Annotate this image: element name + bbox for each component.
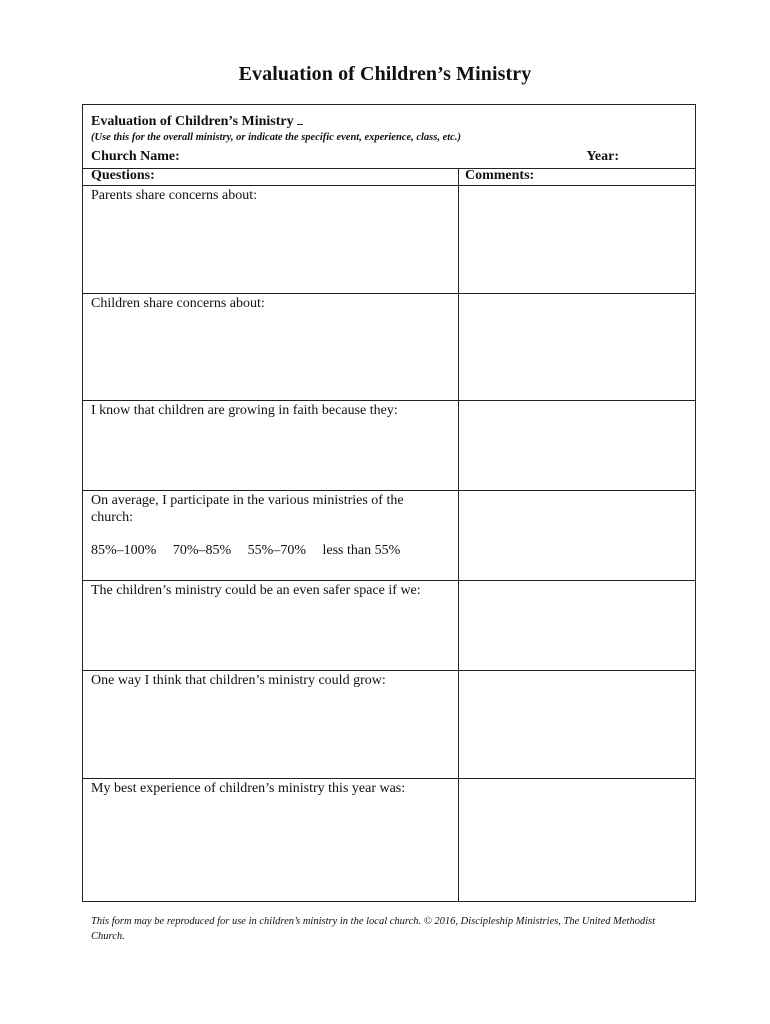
- comments-header: Comments:: [465, 168, 535, 183]
- form-header-note: (Use this for the overall ministry, or indicate the specific event, experience, class, etc.): [91, 132, 461, 143]
- participation-option[interactable]: 55%–70%: [247, 543, 306, 558]
- question-text: The children’s ministry could be an even safer space if we:: [91, 583, 421, 598]
- comment-field[interactable]: [459, 581, 695, 670]
- question-row: [83, 778, 458, 901]
- church-name-label: Church Name:: [91, 149, 180, 164]
- comment-field[interactable]: [459, 186, 695, 293]
- form-header-title: [91, 112, 303, 130]
- year-label: Year:: [586, 149, 619, 164]
- question-row: [83, 293, 458, 400]
- participation-options: [91, 543, 413, 559]
- form-header-title-text: Evaluation of Children’s Ministry: [91, 114, 294, 129]
- question-text: My best experience of children’s ministry this year was:: [91, 781, 406, 796]
- header-blank-line[interactable]: [297, 112, 303, 125]
- question-text: Children share concerns about:: [91, 296, 265, 311]
- participation-option[interactable]: 70%–85%: [172, 543, 232, 558]
- question-text: One way I think that children’s ministry could grow:: [91, 673, 386, 688]
- question-text: I know that children are growing in faith because they:: [91, 403, 398, 418]
- page-title: Evaluation of Children’s Ministry: [238, 63, 532, 85]
- question-row: [83, 670, 458, 778]
- footer-note: This form may be reproduced for use in children’s ministry in the local church. © 2016, Discipleship Ministries, The United Methodist Church.: [91, 916, 656, 942]
- comment-field[interactable]: [459, 671, 695, 778]
- question-text: Parents share concerns about:: [91, 188, 257, 203]
- comment-field[interactable]: [459, 401, 695, 490]
- comment-field[interactable]: [459, 779, 695, 901]
- participation-option[interactable]: less than 55%: [322, 543, 401, 558]
- divider: [83, 168, 695, 169]
- comment-field[interactable]: [459, 294, 695, 400]
- question-row: [83, 185, 458, 293]
- questions-header: Questions:: [91, 168, 155, 183]
- evaluation-form: [82, 104, 696, 902]
- question-row: [83, 400, 458, 490]
- question-row: [83, 580, 458, 670]
- question-row: [83, 490, 458, 580]
- question-text: On average, I participate in the various ministries of the church:: [91, 493, 404, 525]
- participation-option[interactable]: 85%–100%: [91, 543, 157, 558]
- comment-field[interactable]: [459, 491, 695, 580]
